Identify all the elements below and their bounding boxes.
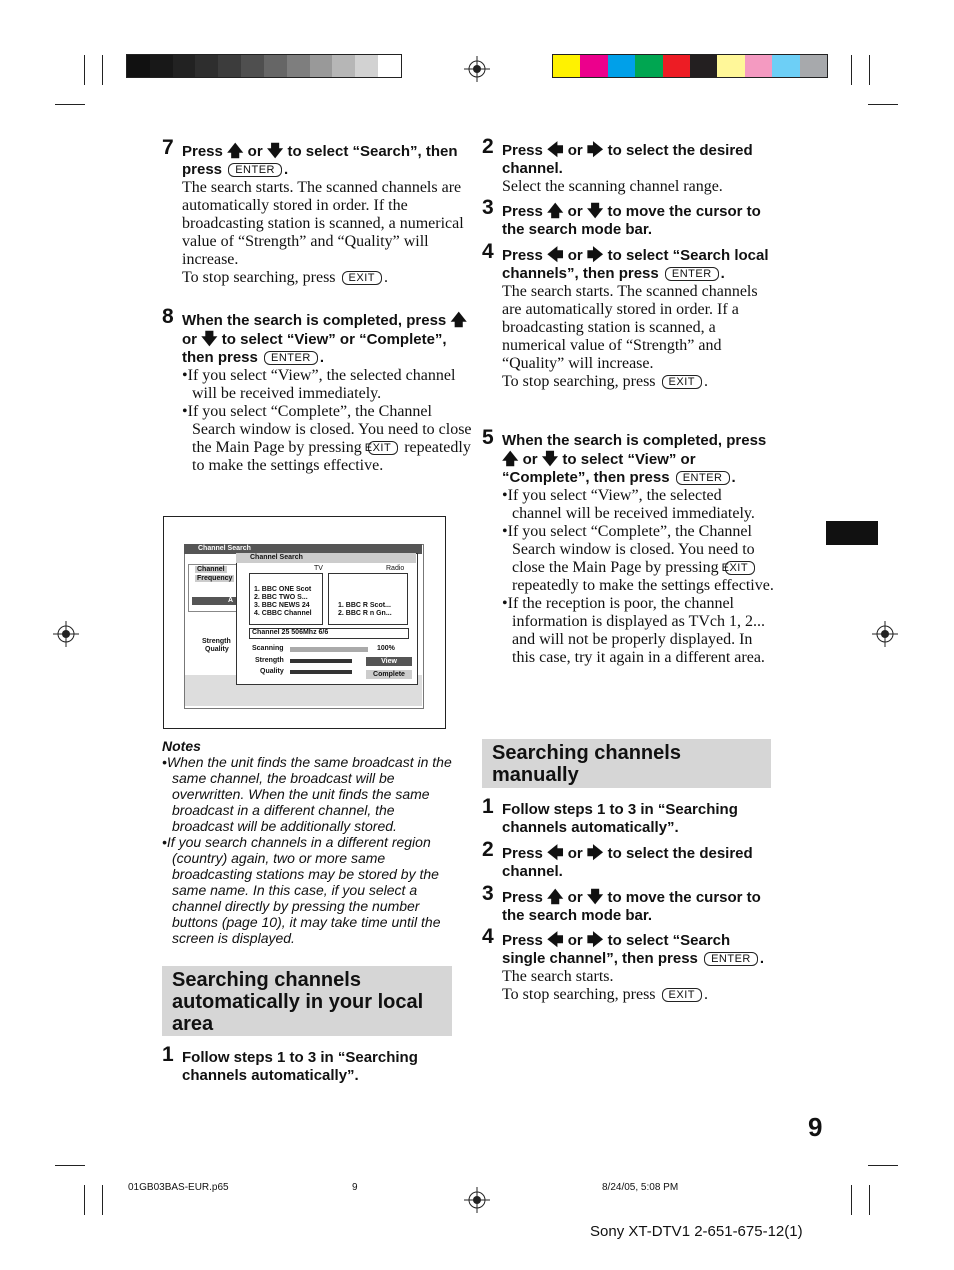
instruction-text: Press xyxy=(502,142,543,159)
notes-title: Notes xyxy=(162,738,201,754)
enter-key-icon: ENTER xyxy=(264,351,318,365)
down-arrow-icon: 🡇 xyxy=(586,201,604,220)
footer-date: 8/24/05, 5:08 PM xyxy=(602,1182,679,1193)
footer-page: 9 xyxy=(352,1182,358,1193)
back-a-label: A xyxy=(228,597,234,604)
step-1-auto xyxy=(162,1043,472,1085)
instruction-text: Press xyxy=(502,203,543,220)
exit-key-icon: EXIT xyxy=(342,271,382,285)
instruction-text: to move the cursor to the search mode bar. xyxy=(502,889,761,924)
bullet-text: If you select “View”, the selected channel will be received immediately. xyxy=(187,367,456,402)
or-text: or xyxy=(522,451,538,468)
color-swatch xyxy=(745,55,772,77)
up-arrow-icon: 🡅 xyxy=(227,141,244,160)
step-number: 1 xyxy=(482,795,494,818)
registration-mark-bottom xyxy=(464,1187,490,1213)
up-arrow-icon: 🡅 xyxy=(502,449,519,468)
down-arrow-icon: 🡇 xyxy=(541,449,559,468)
enter-key-icon: ENTER xyxy=(228,163,282,177)
bullet-item: •If the reception is poor, the channel information is displayed as TVch 1, 2... and will not be properly displayed. In this case, try it again in a different area. xyxy=(502,595,765,666)
manual-step-2 xyxy=(482,838,774,881)
step-8 xyxy=(162,305,472,475)
tv-label: TV xyxy=(314,565,323,572)
step-7 xyxy=(162,136,472,287)
section-heading-manual: Searching channels manually xyxy=(482,739,771,788)
footer-filename: 01GB03BAS-EUR.p65 xyxy=(128,1182,229,1193)
down-arrow-icon: 🡇 xyxy=(586,887,604,906)
or-text: or xyxy=(567,203,583,220)
strength-bar xyxy=(290,659,352,663)
left-arrow-icon: 🡄 xyxy=(547,843,564,862)
back-frequency-label: Frequency xyxy=(197,575,233,582)
color-swatch xyxy=(332,55,355,77)
exit-key-icon: EXIT xyxy=(662,375,702,389)
note-text: If you search channels in a different region (country) again, two or more same broadcasting stations may be stored by the same name. In this case, if you select a channel directly by pressing the number buttons (page 10), it may take time until the screen is displayed. xyxy=(166,834,441,946)
color-calibration-bar xyxy=(552,54,828,78)
back-quality-label: Quality xyxy=(205,646,229,653)
color-swatch xyxy=(127,55,150,77)
page-number: 9 xyxy=(808,1112,823,1142)
up-arrow-icon: 🡅 xyxy=(547,887,564,906)
bullet-text: If the reception is poor, the channel information is displayed as TVch 1, 2... and will not be properly displayed. In this case, try it again in a different area. xyxy=(507,595,765,666)
scanning-progress-bar xyxy=(290,647,368,652)
note-item: •If you search channels in a different region (country) again, two or more same broadcasting stations may be stored by the same name. In this case, if you select a channel directly by pressing the number buttons (page 10), it may take time until the screen is displayed. xyxy=(162,834,441,946)
or-text: or xyxy=(567,932,583,949)
bullet-item: •If you select “View”, the selected channel will be received immediately. xyxy=(182,367,456,402)
step-instruction xyxy=(502,844,774,881)
right-arrow-icon: 🡆 xyxy=(586,930,604,949)
step-4 xyxy=(482,240,774,391)
notes xyxy=(162,738,452,946)
color-swatch xyxy=(173,55,196,77)
radio-channel-list xyxy=(338,602,408,618)
tv-channel-item: 3. BBC NEWS 24 xyxy=(254,602,310,609)
instruction-text: Press xyxy=(502,247,543,264)
note-item: •When the unit finds the same broadcast in the same channel, the broadcast will be overwritten. When the unit finds the same broadcast in a different channel, the broadcast will be additionally stored. xyxy=(162,754,452,834)
step-instruction: Press 🡅 or 🡇 to select “Search”, then press ENTER . xyxy=(182,141,458,178)
back-channel-label: Channel xyxy=(197,566,225,573)
left-arrow-icon: 🡄 xyxy=(547,245,564,264)
step-instruction xyxy=(502,202,774,239)
exit-key-icon: EXIT xyxy=(725,561,755,575)
right-arrow-icon: 🡆 xyxy=(586,245,604,264)
bullet-text: repeatedly to make the settings effective. xyxy=(192,439,471,474)
manual-step-4 xyxy=(482,925,774,1004)
step-3 xyxy=(482,196,774,239)
step-description: The search starts. The scanned channels are automatically stored in order. If the broadcasting station is scanned, a numerical value of “Strength” and “Quality” will increase. xyxy=(182,179,464,268)
stop-text: To stop searching, press xyxy=(502,373,656,390)
section-heading-auto: Searching channels automatically in your local area xyxy=(162,966,452,1036)
color-swatch xyxy=(264,55,287,77)
step-description: The search starts. xyxy=(502,968,614,985)
or-text: or xyxy=(567,247,583,264)
registration-mark-top xyxy=(464,56,490,82)
instruction-text: to select “Search”, then press xyxy=(182,143,458,178)
enter-key-icon: ENTER xyxy=(676,471,730,485)
stop-instruction: To stop searching, press EXIT . xyxy=(182,269,388,286)
instruction-text: Press xyxy=(502,845,543,862)
step-description: Select the scanning channel range. xyxy=(502,178,723,195)
complete-button[interactable]: Complete xyxy=(366,670,412,679)
section-tab xyxy=(826,521,878,545)
stop-text: To stop searching, press xyxy=(502,986,656,1003)
step-instruction: When the search is completed, press 🡅 or 🡇 to select “View” or “Complete”, then press ENTER . xyxy=(502,432,767,486)
color-swatch xyxy=(378,55,401,77)
stop-text: To stop searching, press xyxy=(182,269,336,286)
color-swatch xyxy=(310,55,333,77)
bullet-text: If you select “Complete”, the Channel Search window is closed. You need to close the Main Page by pressing xyxy=(507,523,755,576)
instruction-text: Press xyxy=(182,143,223,160)
step-description: The search starts. The scanned channels are automatically stored in order. If a broadcasting station is scanned, a numerical value of “Strength” and “Quality” will increase. xyxy=(502,283,758,372)
instruction-text: When the search is completed, press xyxy=(182,312,447,329)
scanning-label: Scanning xyxy=(252,645,284,652)
left-arrow-icon: 🡄 xyxy=(547,930,564,949)
manual-step-3 xyxy=(482,882,774,925)
radio-channel-item: 2. BBC R n Gn... xyxy=(338,610,392,617)
model-info: Sony XT-DTV1 2-651-675-12(1) xyxy=(590,1223,803,1240)
registration-mark-left xyxy=(53,621,79,647)
enter-key-icon: ENTER xyxy=(704,952,758,966)
color-swatch xyxy=(580,55,607,77)
color-swatch xyxy=(355,55,378,77)
color-swatch xyxy=(218,55,241,77)
enter-key-icon: ENTER xyxy=(665,267,719,281)
or-text: or xyxy=(567,845,583,862)
exit-key-icon: EXIT xyxy=(368,441,398,455)
view-button[interactable]: View xyxy=(366,657,412,666)
color-swatch xyxy=(663,55,690,77)
color-swatch xyxy=(241,55,264,77)
bullet-text: If you select “Complete”, the Channel Search window is closed. You need to close the Main Page by pressing xyxy=(187,403,472,456)
instruction-text: to select “Search local channels”, then press xyxy=(502,247,769,282)
or-text: or xyxy=(567,889,583,906)
up-arrow-icon: 🡅 xyxy=(547,201,564,220)
tv-channel-item: 2. BBC TWO S... xyxy=(254,594,308,601)
stop-instruction: To stop searching, press EXIT . xyxy=(502,373,708,390)
front-window-title: Channel Search xyxy=(250,554,303,561)
step-number: 7 xyxy=(162,136,174,159)
instruction-text: to move the cursor to the search mode bar. xyxy=(502,203,761,238)
down-arrow-icon: 🡇 xyxy=(201,329,218,348)
tv-channel-list xyxy=(254,586,324,618)
stop-instruction: To stop searching, press EXIT . xyxy=(502,986,708,1003)
up-arrow-icon: 🡅 xyxy=(450,310,467,329)
radio-label: Radio xyxy=(386,565,405,572)
step-number: 2 xyxy=(482,838,494,861)
bullet-text: If you select “View”, the selected channel will be received immediately. xyxy=(507,487,755,522)
color-swatch xyxy=(287,55,310,77)
step-number: 2 xyxy=(482,135,494,158)
color-swatch xyxy=(195,55,218,77)
instruction-text: Press xyxy=(502,889,543,906)
color-swatch xyxy=(608,55,635,77)
scanning-percent: 100% xyxy=(377,645,395,652)
strength-label: Strength xyxy=(255,657,284,664)
or-text: or xyxy=(567,142,583,159)
note-text: When the unit finds the same broadcast in the same channel, the broadcast will be overwritten. When the unit finds the same broadcast in a different channel, the broadcast will be additionally stored. xyxy=(166,754,452,834)
step-number: 8 xyxy=(162,305,174,328)
step-number: 5 xyxy=(482,426,494,449)
instruction-text: to select the desired channel. xyxy=(502,845,753,880)
manual-step-1 xyxy=(482,795,774,837)
back-strength-label: Strength xyxy=(202,638,231,645)
color-swatch xyxy=(553,55,580,77)
bullet-item: •If you select “Complete”, the Channel Search window is closed. You need to close the Main Page by pressing EXIT repeatedly to make the settings effective. xyxy=(502,523,774,594)
or-text: or xyxy=(247,143,263,160)
color-swatch xyxy=(772,55,799,77)
step-instruction: Press 🡄 or 🡆 to select “Search single channel”, then press ENTER . xyxy=(502,930,765,967)
bullet-item: •If you select “Complete”, the Channel Search window is closed. You need to close the Main Page by pressing EXIT repeatedly to make the settings effective. xyxy=(182,403,472,474)
step-instruction xyxy=(502,888,774,925)
color-swatch xyxy=(635,55,662,77)
bullet-item: •If you select “View”, the selected channel will be received immediately. xyxy=(502,487,755,522)
bullet-text: repeatedly to make the settings effective. xyxy=(512,577,774,594)
channel-search-screenshot xyxy=(163,516,446,729)
step-number: 1 xyxy=(162,1043,174,1066)
color-swatch xyxy=(717,55,744,77)
step-instruction: Follow steps 1 to 3 in “Searching channels automatically”. xyxy=(502,801,738,836)
down-arrow-icon: 🡇 xyxy=(266,141,284,160)
gray-calibration-bar xyxy=(126,54,402,78)
instruction-text: When the search is completed, press xyxy=(502,432,767,449)
tv-channel-item: 1. BBC ONE Scot xyxy=(254,586,312,593)
color-swatch xyxy=(690,55,717,77)
radio-channel-item: 1. BBC R Scot... xyxy=(338,602,391,609)
exit-key-icon: EXIT xyxy=(662,988,702,1002)
step-number: 3 xyxy=(482,196,494,219)
registration-mark-right xyxy=(872,621,898,647)
instruction-text: Press xyxy=(502,932,543,949)
instruction-text: to select “View” or “Complete”, then press xyxy=(502,451,696,486)
step-number: 4 xyxy=(482,240,494,263)
left-arrow-icon: 🡄 xyxy=(547,140,564,159)
step-2 xyxy=(482,135,774,196)
instruction-text: to select the desired channel. xyxy=(502,142,753,177)
instruction-text: to select “View” or “Complete”, then press xyxy=(182,331,447,366)
tv-channel-item: 4. CBBC Channel xyxy=(254,610,312,617)
channel-info: Channel 25 506Mhz 6/6 xyxy=(252,629,329,636)
right-arrow-icon: 🡆 xyxy=(586,140,604,159)
instruction-text: to select “Search single channel”, then press xyxy=(502,932,731,967)
step-instruction: Press 🡄 or 🡆 to select “Search local channels”, then press ENTER . xyxy=(502,245,769,282)
quality-label: Quality xyxy=(260,668,284,675)
quality-bar xyxy=(290,670,352,674)
step-5 xyxy=(482,426,774,667)
step-number: 3 xyxy=(482,882,494,905)
step-instruction xyxy=(502,141,774,178)
step-number: 4 xyxy=(482,925,494,948)
right-arrow-icon: 🡆 xyxy=(586,843,604,862)
color-swatch xyxy=(800,55,827,77)
back-window-title: Channel Search xyxy=(198,545,251,552)
step-instruction: Follow steps 1 to 3 in “Searching channels automatically”. xyxy=(182,1049,418,1084)
or-text: or xyxy=(182,331,197,348)
color-swatch xyxy=(150,55,173,77)
step-instruction: When the search is completed, press 🡅 or 🡇 to select “View” or “Complete”, then press ENTER . xyxy=(182,310,467,366)
